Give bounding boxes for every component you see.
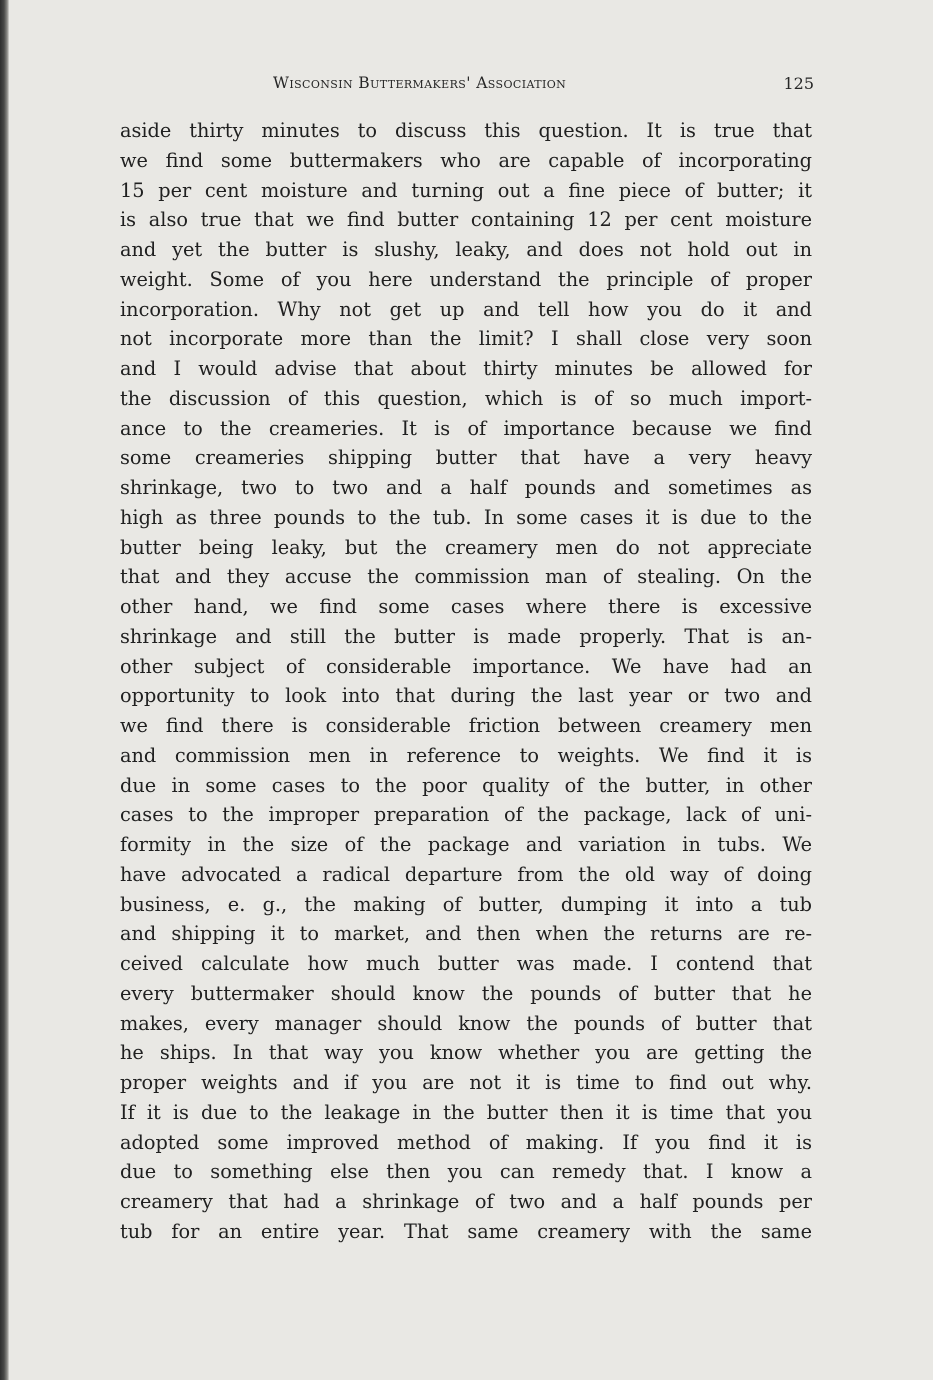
text-line: aside thirty minutes to discuss this question. It is true that bbox=[120, 119, 812, 142]
text-line: proper weights and if you are not it is time to find out why. bbox=[120, 1071, 812, 1094]
text-line: due to something else then you can remedy that. I know a bbox=[120, 1160, 812, 1184]
body-text bbox=[120, 116, 812, 1247]
text-line: and shipping it to market, and then when the returns are re- bbox=[120, 922, 812, 946]
page-binding-edge bbox=[0, 0, 9, 1380]
running-head-title: Wisconsin Buttermakers' Association bbox=[273, 74, 567, 92]
text-line: ceived calculate how much butter was made. I contend that bbox=[120, 952, 812, 975]
text-line: weight. Some of you here understand the principle of proper bbox=[120, 267, 812, 291]
text-line: is also true that we find butter containing 12 per cent moisture bbox=[120, 208, 812, 232]
text-line: opportunity to look into that during the last year or two and bbox=[120, 684, 812, 708]
text-line: we find there is considerable friction between creamery men bbox=[120, 714, 812, 737]
text-line: butter being leaky, but the creamery men do not appreciate bbox=[120, 535, 812, 559]
text-line: If it is due to the leakage in the butter then it is time that you bbox=[120, 1100, 812, 1124]
text-line: and yet the butter is slushy, leaky, and does not hold out in bbox=[120, 238, 812, 261]
text-line: incorporation. Why not get up and tell how you do it and bbox=[120, 297, 812, 321]
text-line: the discussion of this question, which is of so much import- bbox=[120, 386, 812, 410]
text-line: shrinkage, two to two and a half pounds and sometimes as bbox=[120, 476, 812, 499]
text-line: have advocated a radical departure from the old way of doing bbox=[120, 862, 812, 886]
text-line: every buttermaker should know the pounds of butter that he bbox=[120, 981, 812, 1005]
text-line: not incorporate more than the limit? I shall close very soon bbox=[120, 327, 812, 351]
text-line: other hand, we find some cases where there is excessive bbox=[120, 595, 812, 618]
text-line: makes, every manager should know the pounds of butter that bbox=[120, 1011, 812, 1035]
running-head bbox=[120, 74, 814, 102]
text-line: other subject of considerable importance. We have had an bbox=[120, 654, 812, 678]
text-line: tub for an entire year. That same creamery with the same bbox=[120, 1219, 812, 1243]
text-line: and I would advise that about thirty minutes be allowed for bbox=[120, 357, 812, 380]
text-line: high as three pounds to the tub. In some cases it is due to the bbox=[120, 505, 812, 529]
text-line: some creameries shipping butter that have a very heavy bbox=[120, 446, 812, 470]
text-line: 15 per cent moisture and turning out a fine piece of butter; it bbox=[120, 178, 812, 202]
text-line: creamery that had a shrinkage of two and a half pounds per bbox=[120, 1190, 812, 1213]
text-line: that and they accuse the commission man of stealing. On the bbox=[120, 565, 812, 589]
text-line: cases to the improper preparation of the package, lack of uni- bbox=[120, 803, 812, 827]
text-line: he ships. In that way you know whether you are getting the bbox=[120, 1041, 812, 1065]
text-line: ance to the creameries. It is of importance because we find bbox=[120, 416, 812, 440]
text-line: due in some cases to the poor quality of the butter, in other bbox=[120, 773, 812, 797]
text-line: business, e. g., the making of butter, dumping it into a tub bbox=[120, 892, 812, 916]
text-line: shrinkage and still the butter is made properly. That is an- bbox=[120, 624, 812, 648]
text-line: and commission men in reference to weights. We find it is bbox=[120, 743, 812, 767]
text-line: adopted some improved method of making. If you find it is bbox=[120, 1130, 812, 1154]
text-line: we find some buttermakers who are capable of incorporating bbox=[120, 148, 812, 172]
text-line: formity in the size of the package and variation in tubs. We bbox=[120, 833, 812, 856]
page-number: 125 bbox=[783, 74, 814, 93]
